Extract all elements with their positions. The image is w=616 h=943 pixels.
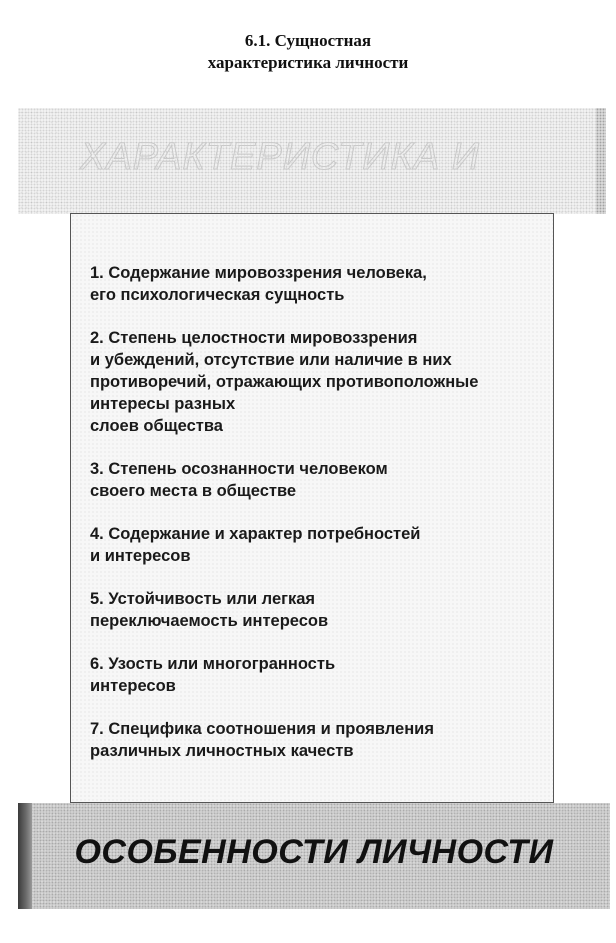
item-line: различных личностных качеств (90, 742, 354, 760)
list-item (90, 458, 550, 502)
top-banner-text: ХАРАКТЕРИСТИКА И (80, 136, 480, 178)
item-line: своего места в обществе (90, 482, 297, 500)
item-line: 2. Степень целостности мировоззрения (90, 329, 418, 347)
title-line-1: 6.1. Сущностная (244, 31, 372, 50)
item-line: интересы разных (90, 395, 236, 413)
list-item (90, 523, 550, 567)
item-line: интересов (90, 677, 176, 695)
list-item (90, 327, 550, 437)
bottom-banner (18, 803, 610, 909)
bottom-banner-text: ОСОБЕННОСТИ ЛИЧНОСТИ (74, 833, 554, 871)
title-line-2: характеристика личности (207, 53, 409, 72)
item-line: и интересов (90, 547, 191, 565)
top-banner-edge (596, 108, 606, 214)
item-line: 4. Содержание и характер потребностей (90, 525, 421, 543)
item-line: переключаемость интересов (90, 612, 329, 630)
list-item (90, 262, 550, 306)
list-item (90, 718, 550, 762)
item-line: противоречий, отражающих противоположные (90, 373, 479, 391)
list-item (90, 653, 550, 697)
list-item (90, 588, 550, 632)
item-line: 7. Специфика соотношения и проявления (90, 720, 434, 738)
characteristics-list (90, 262, 550, 783)
item-line: его психологическая сущность (90, 286, 345, 304)
item-line: 1. Содержание мировоззрения человека, (90, 264, 427, 282)
item-line: 5. Устойчивость или легкая (90, 590, 316, 608)
top-banner (18, 108, 606, 214)
item-line: 3. Степень осознанности человеком (90, 460, 388, 478)
page-title (0, 30, 616, 74)
item-line: 6. Узость или многогранность (90, 655, 336, 673)
item-line: и убеждений, отсутствие или наличие в них (90, 351, 452, 369)
item-line: слоев общества (90, 417, 223, 435)
characteristics-box (70, 213, 554, 803)
